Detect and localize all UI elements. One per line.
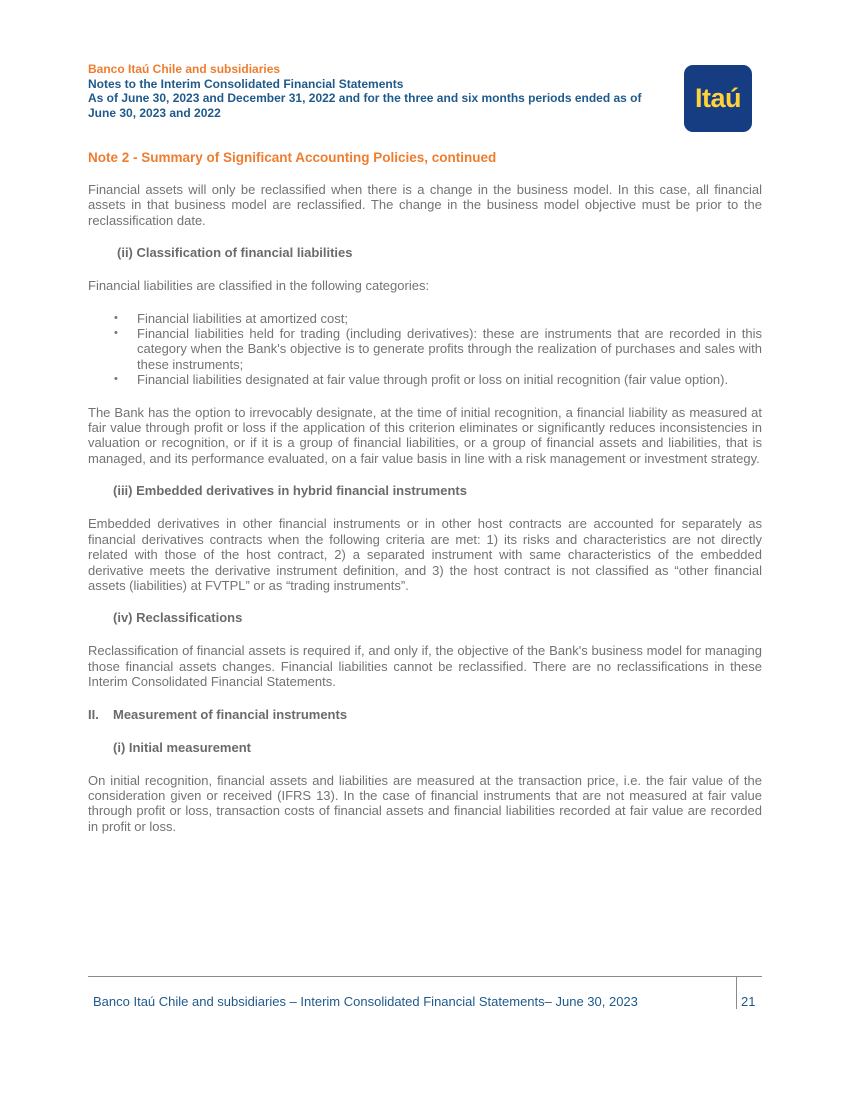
paragraph-embedded-derivatives: Embedded derivatives in other financial instruments or in other host contracts are accounted for separately as financial derivatives contracts when the following criteria are met: 1) its risks and characteristics are not directly related with those of the host contract, 2) a separated instrument with same characteristics of the embedded derivative meets the derivative instrument definition, and 3) the host contract is not classified as “other financial assets (liabilities) at FVTPL” or as “trading instruments”. — [88, 516, 762, 593]
period-line-2: June 30, 2023 and 2022 — [88, 105, 221, 120]
paragraph-liabilities-intro: Financial liabilities are classified in the following categories: — [88, 278, 430, 294]
logo-wordmark: Itaú — [694, 83, 741, 113]
paragraph-reclassifications: Reclassification of financial assets is required if, and only if, the objective of the Bank's business model for managing those financial assets changes. Financial liabilities cannot be reclassified. There are no reclassifications in these Interim Consolidated Financial Statements. — [88, 643, 762, 690]
paragraph-fair-value-option: The Bank has the option to irrevocably designate, at the time of initial recognition, a financial liability as measured at fair value through profit or loss if the application of this criterion eliminates or significantly reduces inconsistencies in valuation or recognition, or if it is a group of financial liabilities, or a group of financial assets and liabilities, that is managed, and its performance evaluated, on a fair value basis in line with a risk management or investment strategy. — [88, 404, 762, 466]
section-number: II. — [88, 706, 99, 722]
document-page — [88, 62, 762, 834]
itau-logo — [684, 65, 752, 132]
list-item: • Financial liabilities held for trading (including derivatives): these are instruments that are recorded in this category when the Bank's objective is to generate profits through the realization of purchases and sales with these instruments; — [88, 326, 762, 372]
paragraph-initial-measurement: On initial recognition, financial assets and liabilities are measured at the transaction price, i.e. the fair value of the consideration given or received (IFRS 13). In the case of financial instruments that are not measured at fair value through profit or loss, transaction costs of financial assets and financial liabilities recorded at fair value are recorded in profit or loss. — [88, 772, 762, 834]
note-title: Note 2 - Summary of Significant Accounting Policies, continued — [88, 150, 497, 165]
footer-page-separator — [736, 977, 737, 1009]
heading-reclassifications: (iv) Reclassifications — [113, 610, 243, 626]
heading-initial-measurement: (i) Initial measurement — [113, 739, 251, 755]
list-item: • Financial liabilities designated at fair value through profit or loss on initial recognition (fair value option). — [88, 372, 762, 387]
section-title: Measurement of financial instruments — [113, 706, 348, 722]
page-header — [88, 62, 762, 134]
heading-embedded-derivatives: (iii) Embedded derivatives in hybrid financial instruments — [113, 483, 467, 499]
paragraph-reclassification-intro: Financial assets will only be reclassified when there is a change in the business model. In this case, all financial assets in that business model are reclassified. The change in the business model objective must be prior to the reclassification date. — [88, 182, 762, 228]
heading-measurement-financial-instruments — [88, 707, 762, 723]
company-name: Banco Itaú Chile and subsidiaries — [88, 62, 281, 76]
footer-divider — [88, 976, 762, 977]
liability-categories-list — [88, 311, 762, 388]
list-item: • Financial liabilities at amortized cost; — [88, 311, 762, 326]
period-line-1: As of June 30, 2023 and December 31, 2022 and for the three and six months periods ended as of — [88, 91, 642, 105]
page-number: 21 — [741, 994, 756, 1009]
heading-classification-financial-liabilities: (ii) Classification of financial liabilities — [117, 245, 353, 261]
footer-text: Banco Itaú Chile and subsidiaries – Interim Consolidated Financial Statements– June 30, 2023 — [93, 994, 638, 1009]
document-title: Notes to the Interim Consolidated Financial Statements — [88, 76, 404, 91]
header-text-block — [88, 62, 673, 120]
